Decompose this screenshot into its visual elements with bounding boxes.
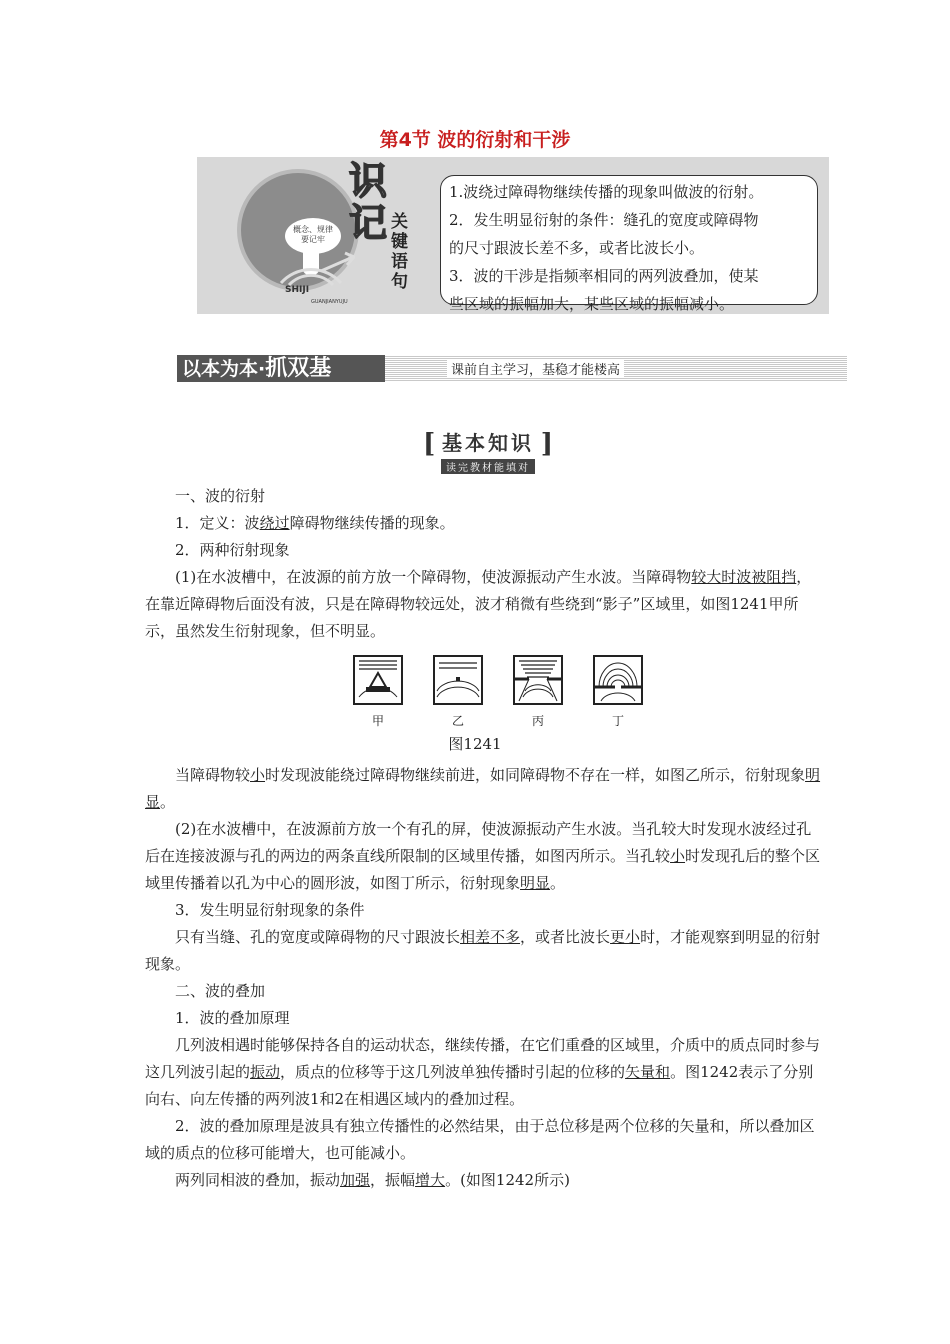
vertical-char: 句 (391, 272, 408, 292)
text: 当障碍物较 (175, 766, 251, 784)
knowledge-header-title: 基本知识 (442, 431, 534, 455)
heading-diffraction: 一、波的衍射 (175, 487, 266, 505)
wave-diagram-bing (515, 657, 561, 703)
key-point-line: 1.波绕过障碍物继续传播的现象叫做波的衍射。 (449, 183, 764, 201)
text: ，在靠近障碍物后面没有波，只是在障碍物较远处，波才稍微有些绕到“影子”区域里，如图1241甲所示，虽然发生衍射现象，但不明显。 (145, 568, 812, 640)
band-title-b: 抓双基 (265, 356, 332, 381)
key-point-line: 3．波的干涉是指频率相同的两列波叠加，使某 (449, 267, 759, 285)
text: 时发现孔后的整个区域里传播着以孔为中心的圆形波，如图丁所示，衍射现象 (145, 847, 821, 892)
bubble-line-2: 要记牢 (301, 235, 325, 244)
band-title-a: 以本为本· (182, 358, 266, 380)
right-bracket: ] (540, 429, 553, 459)
figure-label: 丁 (611, 714, 624, 728)
text: 。 (160, 793, 176, 811)
blank-answer: 振动 (250, 1063, 281, 1081)
paragraph-obstacle (145, 564, 825, 645)
key-point-line: 的尺寸跟波长差不多，或者比波长小。 (449, 239, 705, 257)
figure-1241 (353, 655, 643, 735)
text: 只有当缝、孔的宽度或障碍物的尺寸跟波长 (175, 928, 461, 946)
paragraph-superposition (145, 1032, 825, 1113)
wave-diagram-ding (595, 657, 641, 703)
heading-superposition-principle: 1．波的叠加原理 (175, 1009, 290, 1027)
blank-answer: 较大时波被阻挡 (691, 568, 797, 586)
vertical-label (391, 212, 413, 292)
heading-two-phenomena: 2．两种衍射现象 (175, 541, 290, 559)
key-points-box (440, 175, 818, 313)
knowledge-header (423, 427, 553, 475)
text: 时，才能观察到明显的衍射现象。 (145, 928, 821, 973)
big-char-ji: 记 (349, 201, 388, 245)
figure-label: 甲 (371, 714, 384, 728)
text: 时发现波能绕过障碍物继续前进，如同障碍物不存在一样，如图乙所示，衍射现象 (265, 766, 806, 784)
blank-answer: 更小 (610, 928, 641, 946)
definition-paragraph (145, 510, 825, 537)
blank-answer: 明显 (145, 766, 821, 811)
blank-answer: 绕过 (259, 514, 290, 532)
section-band (177, 355, 847, 382)
paragraph-small-obstacle (145, 762, 825, 816)
key-point-line: 2．发生明显衍射的条件：缝孔的宽度或障碍物 (449, 211, 759, 229)
diagram-yi (433, 655, 483, 705)
blank-answer: 矢量和 (625, 1063, 671, 1081)
vertical-char: 关 (391, 212, 408, 232)
text: 几列波相遇时能够保持各自的运动状态，继续传播，在它们重叠的区域里，介质中的质点同时参与这几列波引起的 (145, 1036, 821, 1081)
text: 障碍物继续传播的现象。 (289, 514, 455, 532)
blank-answer: 加强 (340, 1171, 371, 1189)
heading-superposition: 二、波的叠加 (175, 982, 266, 1000)
text: ，振幅 (370, 1171, 416, 1189)
blank-answer: 增大 (415, 1171, 446, 1189)
section-band-subtitle: 课前自主学习，基稳才能楼高 (447, 359, 624, 378)
section-band-title (177, 355, 385, 382)
blank-answer: 小 (670, 847, 686, 865)
diagram-bing (513, 655, 563, 705)
blank-answer: 小 (250, 766, 266, 784)
text: ，质点的位移等于这几列波单独传播时引起的位移的 (280, 1063, 626, 1081)
blank-answer: 明显 (520, 874, 551, 892)
figure-label: 乙 (451, 714, 464, 728)
logo-text: SHIJI (285, 285, 310, 295)
paragraph-hole (145, 816, 825, 897)
paragraph-in-phase (145, 1167, 825, 1194)
logo-subtext: GUANJIANYUJU (311, 299, 348, 305)
vertical-char: 键 (391, 232, 408, 252)
key-point-line: 些区域的振幅加大，某些区域的振幅减小。 (449, 295, 735, 313)
text: 两列同相波的叠加，振动 (175, 1171, 341, 1189)
section-diffraction (145, 483, 825, 645)
paragraph-independence: 2．波的叠加原理是波具有独立传播性的必然结果，由于总位移是两个位移的矢量和，所以叠加区域的质点的位移可能增大，也可能减小。 (145, 1117, 815, 1162)
key-sentences-banner (197, 157, 829, 314)
diagram-ding (593, 655, 643, 705)
text: (2)在水波槽中，在波源前方放一个有孔的屏，使波源振动产生水波。当孔较大时发现水波经过孔后在连接波源与孔的两边的两条直线所限制的区域里传播，如图丙所示。当孔较 (145, 820, 812, 865)
wave-diagram-jia (355, 657, 401, 703)
text: 。(如图1242所示) (445, 1171, 570, 1189)
bubble-line-1: 概念、规律 (293, 225, 333, 234)
heading-condition: 3．发生明显衍射现象的条件 (175, 901, 365, 919)
page-title: 第4节 波的衍射和干涉 (379, 129, 571, 151)
figure-label: 丙 (531, 714, 544, 728)
figure-caption: 图1241 (448, 735, 502, 753)
text: 。 (550, 874, 566, 892)
section-continued (145, 762, 825, 1194)
wave-diagram-yi (435, 657, 481, 703)
knowledge-header-subtitle: 读完教材能填对 (441, 459, 535, 474)
memory-circle-graphic (237, 169, 359, 291)
text: 1．定义：波 (175, 514, 260, 532)
vertical-char: 语 (391, 252, 408, 272)
big-char-shi: 识 (349, 159, 388, 203)
diagram-jia (353, 655, 403, 705)
paragraph-condition (145, 924, 825, 978)
text: (1)在水波槽中，在波源的前方放一个障碍物，使波源振动产生水波。当障碍物 (175, 568, 692, 586)
left-bracket: [ (423, 429, 436, 459)
text: ，或者比波长 (520, 928, 611, 946)
blank-answer: 相差不多 (460, 928, 521, 946)
text: 。图1242表示了分别向右、向左传播的两列波1和2在相遇区域内的叠加过程。 (145, 1063, 814, 1108)
speech-bubble (285, 218, 341, 254)
